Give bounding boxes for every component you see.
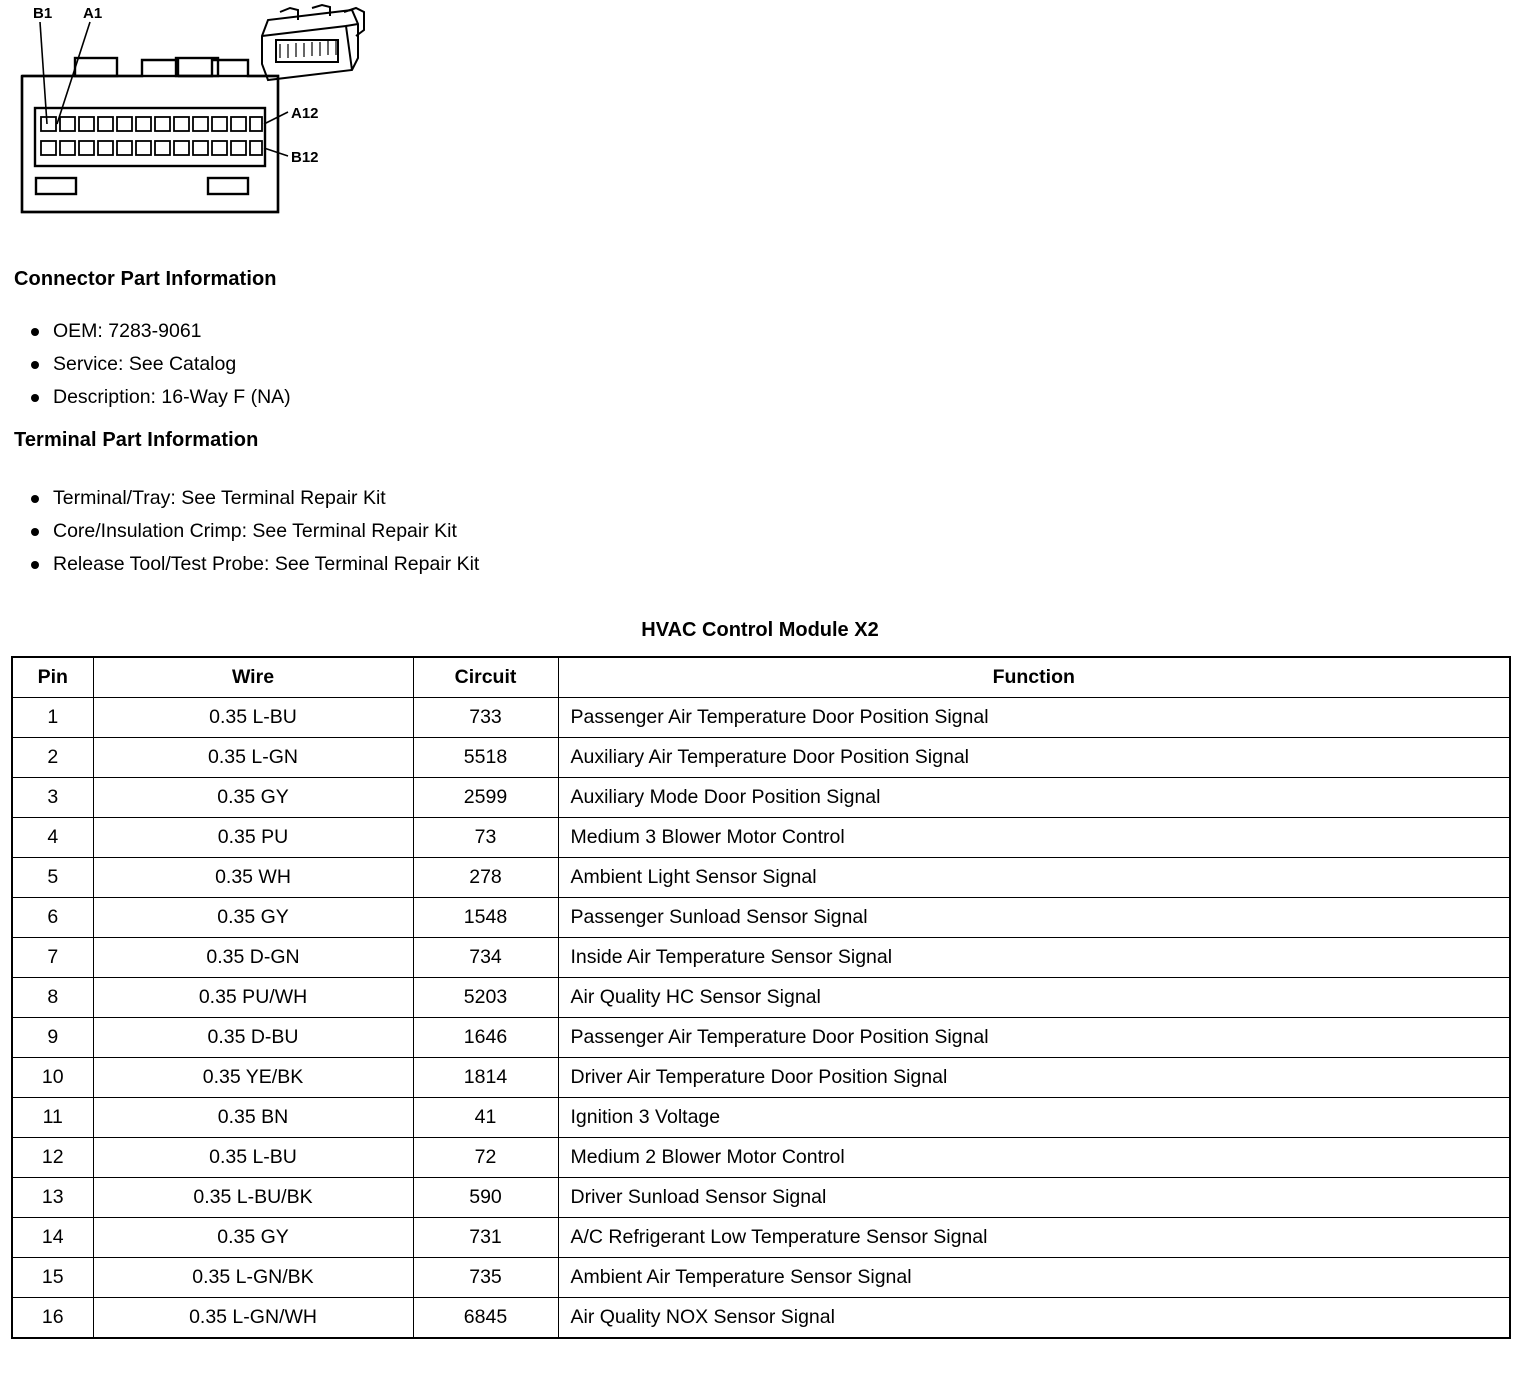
cell-wire: 0.35 L-BU bbox=[93, 698, 413, 738]
cell-circuit: 72 bbox=[413, 1138, 558, 1178]
cell-function: Passenger Sunload Sensor Signal bbox=[558, 898, 1510, 938]
cell-wire: 0.35 PU bbox=[93, 818, 413, 858]
cell-pin: 9 bbox=[12, 1018, 93, 1058]
table-row bbox=[12, 1218, 1510, 1258]
cell-circuit: 1548 bbox=[413, 898, 558, 938]
cell-circuit: 278 bbox=[413, 858, 558, 898]
cell-function: Ambient Air Temperature Sensor Signal bbox=[558, 1258, 1510, 1298]
cell-wire: 0.35 L-GN bbox=[93, 738, 413, 778]
table-header-row bbox=[12, 657, 1510, 698]
diagram-label-a12: A12 bbox=[291, 105, 319, 122]
cell-wire: 0.35 GY bbox=[93, 1218, 413, 1258]
table-row bbox=[12, 1058, 1510, 1098]
cell-function: Ambient Light Sensor Signal bbox=[558, 858, 1510, 898]
cell-circuit: 73 bbox=[413, 818, 558, 858]
cell-pin: 10 bbox=[12, 1058, 93, 1098]
cell-pin: 12 bbox=[12, 1138, 93, 1178]
cell-pin: 16 bbox=[12, 1298, 93, 1339]
cell-pin: 2 bbox=[12, 738, 93, 778]
cell-function: Medium 3 Blower Motor Control bbox=[558, 818, 1510, 858]
table-row bbox=[12, 898, 1510, 938]
list-item: Service: See Catalog bbox=[22, 348, 291, 381]
diagram-label-b1: B1 bbox=[33, 5, 53, 22]
cell-wire: 0.35 L-BU/BK bbox=[93, 1178, 413, 1218]
cell-pin: 1 bbox=[12, 698, 93, 738]
cell-wire: 0.35 D-GN bbox=[93, 938, 413, 978]
connector-part-information-list bbox=[22, 315, 291, 414]
cell-function: Driver Air Temperature Door Position Signal bbox=[558, 1058, 1510, 1098]
cell-function: Ignition 3 Voltage bbox=[558, 1098, 1510, 1138]
cell-circuit: 735 bbox=[413, 1258, 558, 1298]
cell-wire: 0.35 GY bbox=[93, 898, 413, 938]
cell-wire: 0.35 L-GN/WH bbox=[93, 1298, 413, 1339]
diagram-label-b12: B12 bbox=[291, 149, 319, 166]
cell-pin: 14 bbox=[12, 1218, 93, 1258]
cell-function: Air Quality NOX Sensor Signal bbox=[558, 1298, 1510, 1339]
cell-pin: 5 bbox=[12, 858, 93, 898]
list-item: Release Tool/Test Probe: See Terminal Repair Kit bbox=[22, 548, 479, 581]
cell-function: Passenger Air Temperature Door Position Signal bbox=[558, 1018, 1510, 1058]
table-row bbox=[12, 938, 1510, 978]
table-row bbox=[12, 858, 1510, 898]
cell-circuit: 41 bbox=[413, 1098, 558, 1138]
cell-wire: 0.35 GY bbox=[93, 778, 413, 818]
cell-pin: 15 bbox=[12, 1258, 93, 1298]
cell-circuit: 731 bbox=[413, 1218, 558, 1258]
cell-pin: 3 bbox=[12, 778, 93, 818]
cell-wire: 0.35 L-BU bbox=[93, 1138, 413, 1178]
column-header-circuit: Circuit bbox=[413, 657, 558, 698]
cell-circuit: 2599 bbox=[413, 778, 558, 818]
cell-pin: 13 bbox=[12, 1178, 93, 1218]
cell-function: Auxiliary Air Temperature Door Position Signal bbox=[558, 738, 1510, 778]
table-row bbox=[12, 1138, 1510, 1178]
table-row bbox=[12, 1258, 1510, 1298]
terminal-part-information-list bbox=[22, 482, 479, 581]
table-row bbox=[12, 978, 1510, 1018]
cell-function: Passenger Air Temperature Door Position Signal bbox=[558, 698, 1510, 738]
cell-wire: 0.35 L-GN/BK bbox=[93, 1258, 413, 1298]
list-item: Core/Insulation Crimp: See Terminal Repair Kit bbox=[22, 515, 479, 548]
cell-pin: 4 bbox=[12, 818, 93, 858]
diagram-label-a1: A1 bbox=[83, 5, 103, 22]
list-item: Terminal/Tray: See Terminal Repair Kit bbox=[22, 482, 479, 515]
pinout-table bbox=[11, 656, 1511, 1339]
cell-function: A/C Refrigerant Low Temperature Sensor Signal bbox=[558, 1218, 1510, 1258]
table-row bbox=[12, 1178, 1510, 1218]
list-item: Description: 16-Way F (NA) bbox=[22, 381, 291, 414]
cell-circuit: 733 bbox=[413, 698, 558, 738]
cell-circuit: 1646 bbox=[413, 1018, 558, 1058]
cell-function: Air Quality HC Sensor Signal bbox=[558, 978, 1510, 1018]
table-row bbox=[12, 778, 1510, 818]
cell-function: Auxiliary Mode Door Position Signal bbox=[558, 778, 1510, 818]
table-row bbox=[12, 738, 1510, 778]
cell-circuit: 734 bbox=[413, 938, 558, 978]
table-row bbox=[12, 1298, 1510, 1339]
cell-function: Inside Air Temperature Sensor Signal bbox=[558, 938, 1510, 978]
cell-wire: 0.35 WH bbox=[93, 858, 413, 898]
cell-wire: 0.35 YE/BK bbox=[93, 1058, 413, 1098]
cell-circuit: 5518 bbox=[413, 738, 558, 778]
column-header-wire: Wire bbox=[93, 657, 413, 698]
cell-pin: 8 bbox=[12, 978, 93, 1018]
terminal-part-information-heading: Terminal Part Information bbox=[14, 429, 259, 451]
table-row bbox=[12, 698, 1510, 738]
cell-function: Medium 2 Blower Motor Control bbox=[558, 1138, 1510, 1178]
connector-part-information-heading: Connector Part Information bbox=[14, 268, 277, 290]
cell-pin: 6 bbox=[12, 898, 93, 938]
list-item: OEM: 7283-9061 bbox=[22, 315, 291, 348]
column-header-pin: Pin bbox=[12, 657, 93, 698]
table-row bbox=[12, 1018, 1510, 1058]
cell-circuit: 5203 bbox=[413, 978, 558, 1018]
table-row bbox=[12, 818, 1510, 858]
cell-wire: 0.35 BN bbox=[93, 1098, 413, 1138]
column-header-function: Function bbox=[558, 657, 1510, 698]
pinout-table-title: HVAC Control Module X2 bbox=[641, 619, 879, 641]
connector-diagram bbox=[0, 0, 400, 230]
cell-circuit: 1814 bbox=[413, 1058, 558, 1098]
table-row bbox=[12, 1098, 1510, 1138]
cell-function: Driver Sunload Sensor Signal bbox=[558, 1178, 1510, 1218]
cell-pin: 7 bbox=[12, 938, 93, 978]
cell-wire: 0.35 PU/WH bbox=[93, 978, 413, 1018]
cell-pin: 11 bbox=[12, 1098, 93, 1138]
cell-circuit: 6845 bbox=[413, 1298, 558, 1339]
cell-wire: 0.35 D-BU bbox=[93, 1018, 413, 1058]
cell-circuit: 590 bbox=[413, 1178, 558, 1218]
